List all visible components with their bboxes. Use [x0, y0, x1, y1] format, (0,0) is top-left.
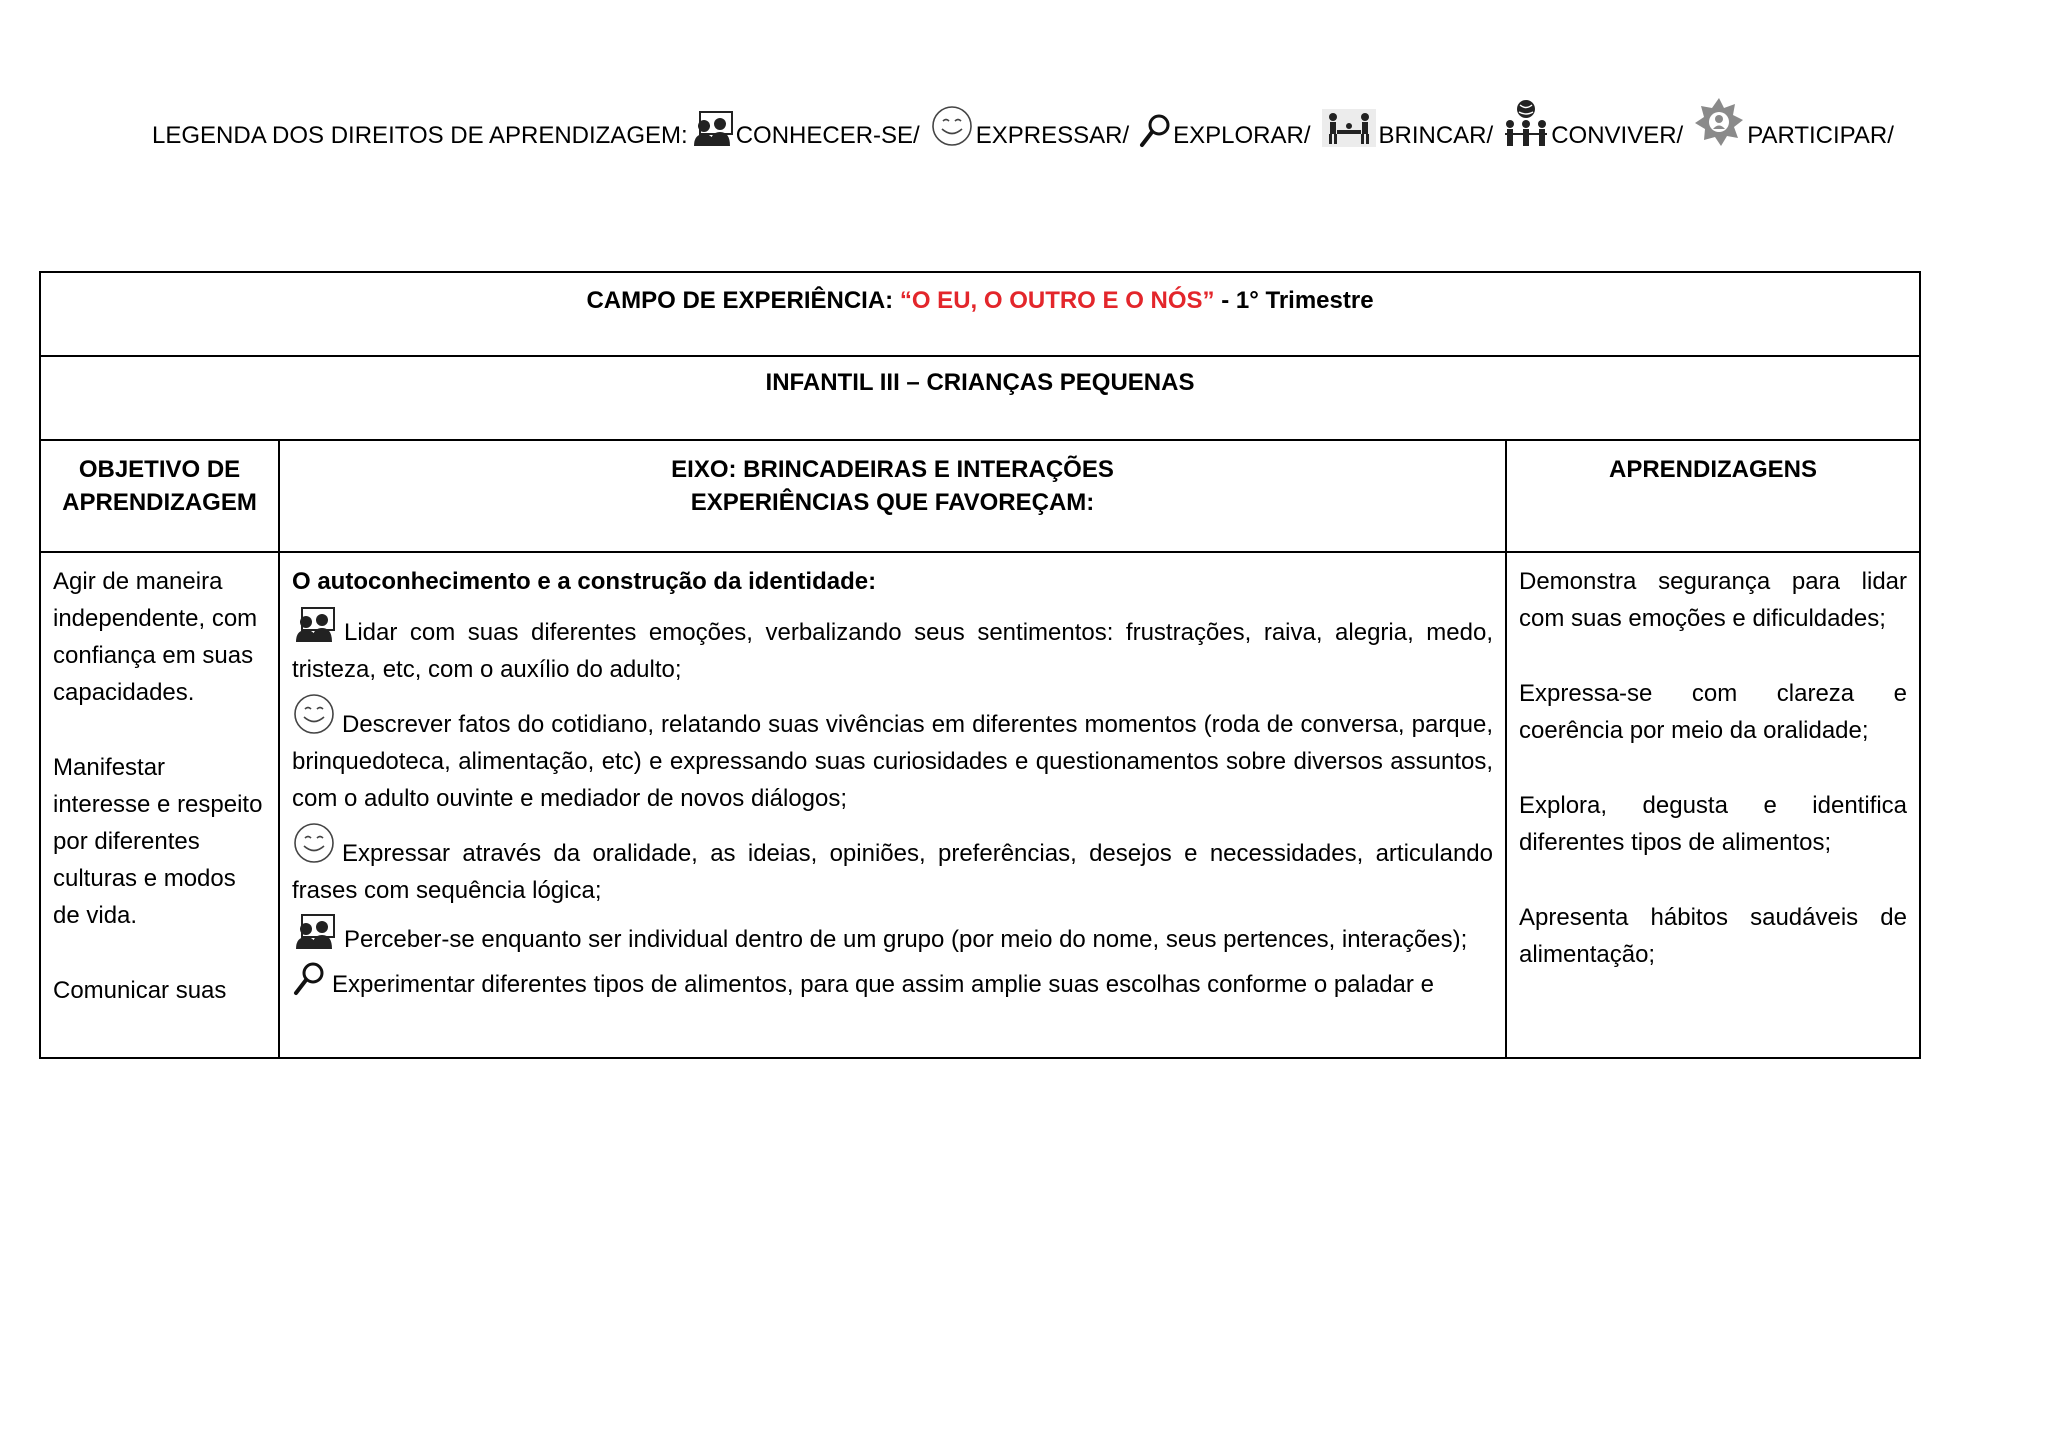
children-playing-icon — [1321, 108, 1377, 148]
objective-item: Agir de maneira independente, com confiança em suas capacidades. — [53, 568, 258, 706]
objectives-cell — [40, 552, 279, 1058]
legend-label-conhecer: CONHECER-SE/ — [735, 122, 920, 149]
globe-people-icon — [1503, 98, 1549, 148]
legend — [152, 96, 1900, 148]
experiences-heading: O autoconhecimento e a construção da identidade: — [292, 568, 877, 595]
experience-item: Experimentar diferentes tipos de alimentos, para que assim amplie suas escolhas conforme o paladar e — [292, 962, 1493, 1003]
experience-item: Descrever fatos do cotidiano, relatando suas vivências em diferentes momentos (roda de conversa, parque, brinquedoteca, alimentação, etc) e expressando suas curiosidades e questionamentos sobre diversos assuntos, com o adulto ouvinte e mediador de novos diálogos; — [292, 692, 1493, 817]
legend-label-conviver: CONVIVER/ — [1551, 122, 1684, 149]
people-board-icon — [692, 110, 734, 148]
legend-label-explorar: EXPLORAR/ — [1173, 122, 1311, 149]
header-objective: OBJETIVO DE APRENDIZAGEM — [40, 440, 279, 552]
magnifier-icon — [292, 962, 326, 996]
table-subtitle: INFANTIL III – CRIANÇAS PEQUENAS — [40, 356, 1920, 440]
legend-label-expressar: EXPRESSAR/ — [975, 122, 1130, 149]
experience-item: Expressar através da oralidade, as ideias, opiniões, preferências, desejos e necessidades, articulando frases com sequência lógica; — [292, 821, 1493, 909]
experiences-cell — [279, 552, 1506, 1058]
legend-prefix: LEGENDA DOS DIREITOS DE APRENDIZAGEM: — [152, 122, 688, 149]
legend-label-participar: PARTICIPAR/ — [1747, 122, 1894, 149]
people-board-icon — [292, 913, 338, 951]
table-body-row — [40, 552, 1920, 1058]
learning-item: Apresenta hábitos saudáveis de alimentação; — [1519, 904, 1908, 968]
table-subtitle-row — [40, 356, 1920, 440]
curriculum-table — [39, 271, 1921, 1059]
objective-item: Comunicar suas — [53, 977, 227, 1004]
title-highlight: “O EU, O OUTRO E O NÓS” — [899, 287, 1215, 314]
legend-label-brincar: BRINCAR/ — [1378, 122, 1494, 149]
smiley-icon — [292, 821, 336, 865]
learning-item: Demonstra segurança para lidar com suas emoções e dificuldades; — [1519, 568, 1908, 632]
header-learning: APRENDIZAGENS — [1506, 440, 1920, 552]
gear-people-icon — [1693, 96, 1745, 148]
learning-item: Explora, degusta e identifica diferentes tipos de alimentos; — [1519, 792, 1908, 856]
header-axis: EIXO: BRINCADEIRAS E INTERAÇÕES EXPERIÊNCIAS QUE FAVOREÇAM: — [279, 440, 1506, 552]
smiley-icon — [930, 104, 974, 148]
learnings-cell — [1506, 552, 1920, 1058]
table-header-row — [40, 440, 1920, 552]
learning-item: Expressa-se com clareza e coerência por meio da oralidade; — [1519, 680, 1908, 744]
smiley-icon — [292, 692, 336, 736]
table-title-row — [40, 272, 1920, 356]
people-board-icon — [292, 606, 338, 644]
table-title: CAMPO DE EXPERIÊNCIA: “O EU, O OUTRO E O NÓS” - 1° Trimestre — [40, 272, 1920, 356]
magnifier-icon — [1139, 114, 1171, 148]
objective-item: Manifestar interesse e respeito por diferentes culturas e modos de vida. — [53, 754, 263, 929]
experience-item: Lidar com suas diferentes emoções, verbalizando seus sentimentos: frustrações, raiva, alegria, medo, tristeza, etc, com o auxílio do adulto; — [292, 606, 1493, 688]
experience-item: Perceber-se enquanto ser individual dentro de um grupo (por meio do nome, seus pertences, interações); — [292, 913, 1493, 958]
